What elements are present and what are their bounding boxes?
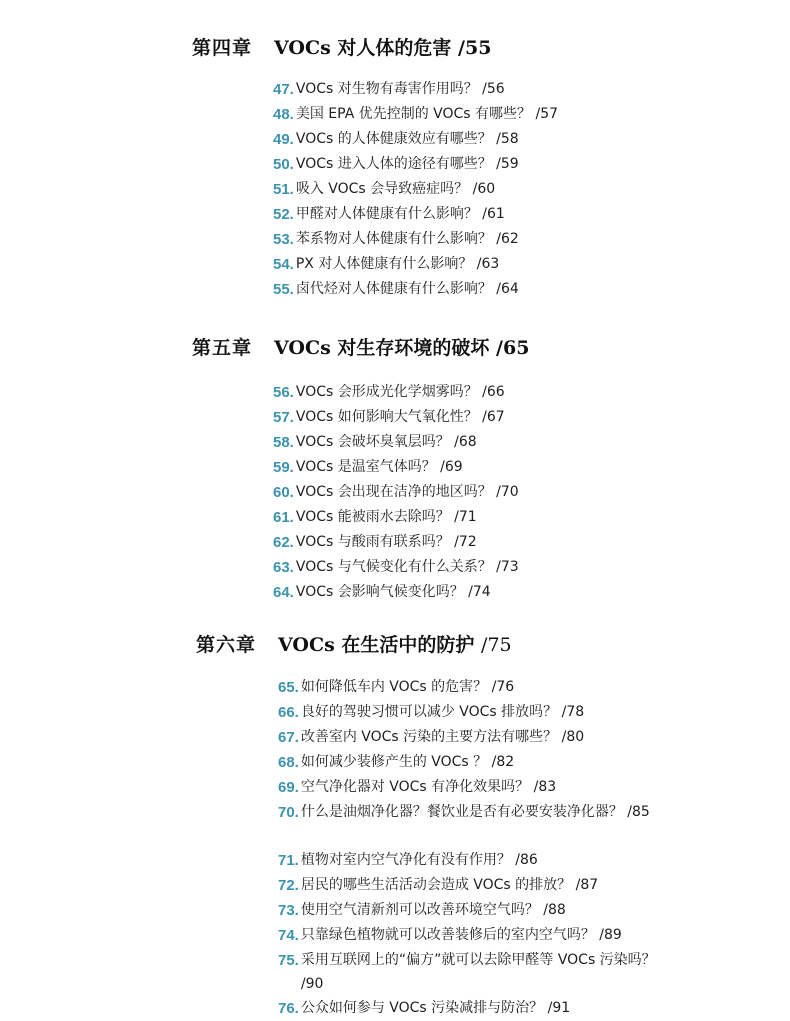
toc-item[interactable] bbox=[278, 750, 673, 775]
toc-item[interactable] bbox=[273, 480, 519, 505]
chapter-number: 第六章 bbox=[196, 634, 257, 656]
item-number: 56. bbox=[273, 384, 294, 401]
item-number: 74. bbox=[278, 927, 299, 944]
toc-item[interactable] bbox=[273, 252, 558, 277]
item-text: VOCs 能被雨水去除吗？ /71 bbox=[295, 509, 477, 525]
item-number: 73. bbox=[278, 902, 299, 919]
toc-item[interactable] bbox=[278, 996, 673, 1021]
toc-item[interactable] bbox=[273, 227, 558, 252]
chapter-page: /75 bbox=[481, 634, 512, 656]
toc-item[interactable] bbox=[273, 152, 558, 177]
toc-item[interactable] bbox=[278, 800, 673, 848]
item-text: 空气净化器对 VOCs 有净化效果吗？ /83 bbox=[300, 779, 557, 795]
item-text: 公众如何参与 VOCs 污染减排与防治？ /91 bbox=[300, 1000, 571, 1016]
toc-item[interactable] bbox=[273, 430, 519, 455]
toc-item[interactable] bbox=[278, 873, 673, 898]
item-text: 改善室内 VOCs 污染的主要方法有哪些？ /80 bbox=[300, 729, 585, 745]
item-number: 67. bbox=[278, 729, 299, 746]
item-text: PX 对人体健康有什么影响？ /63 bbox=[295, 256, 500, 272]
item-text: VOCs 如何影响大气氧化性？ /67 bbox=[295, 409, 505, 425]
toc-item[interactable] bbox=[273, 177, 558, 202]
item-number: 75. bbox=[278, 952, 299, 969]
item-text: VOCs 会破坏臭氧层吗？ /68 bbox=[295, 434, 477, 450]
toc-item[interactable] bbox=[273, 580, 519, 605]
toc-item[interactable] bbox=[278, 700, 673, 725]
item-text: VOCs 的人体健康效应有哪些？ /58 bbox=[295, 131, 519, 147]
item-number: 70. bbox=[278, 804, 299, 821]
item-number: 76. bbox=[278, 1000, 299, 1017]
item-number: 64. bbox=[273, 584, 294, 601]
item-number: 69. bbox=[278, 779, 299, 796]
toc-item[interactable] bbox=[273, 202, 558, 227]
toc-item[interactable] bbox=[273, 530, 519, 555]
item-text: VOCs 是温室气体吗？ /69 bbox=[295, 459, 463, 475]
chapter-page: /55 bbox=[458, 37, 492, 59]
item-text: 采用互联网上的“偏方”就可以去除甲醛等 VOCs 污染吗？ /90 bbox=[300, 952, 656, 992]
item-text: 美国 EPA 优先控制的 VOCs 有哪些？ /57 bbox=[295, 106, 559, 122]
toc-item[interactable] bbox=[278, 948, 673, 996]
toc-item[interactable] bbox=[278, 725, 673, 750]
item-number: 65. bbox=[278, 679, 299, 696]
item-number: 54. bbox=[273, 256, 294, 273]
item-text: 甲醛对人体健康有什么影响？ /61 bbox=[295, 206, 505, 222]
item-text: VOCs 会影响气候变化吗？ /74 bbox=[295, 584, 491, 600]
toc-item[interactable] bbox=[273, 127, 558, 152]
item-number: 52. bbox=[273, 206, 294, 223]
chapter-title: VOCs 对生存环境的破坏 bbox=[274, 337, 490, 359]
chapter-heading-4 bbox=[192, 33, 491, 60]
item-number: 63. bbox=[273, 559, 294, 576]
toc-item[interactable] bbox=[278, 898, 673, 923]
chapter-heading-6 bbox=[196, 630, 512, 657]
chapter-number: 第五章 bbox=[192, 337, 253, 359]
item-number: 71. bbox=[278, 852, 299, 869]
toc-item[interactable] bbox=[273, 277, 558, 302]
item-number: 50. bbox=[273, 156, 294, 173]
item-number: 68. bbox=[278, 754, 299, 771]
toc-item[interactable] bbox=[273, 505, 519, 530]
item-number: 72. bbox=[278, 877, 299, 894]
item-number: 66. bbox=[278, 704, 299, 721]
toc-list-chapter-5 bbox=[273, 380, 519, 605]
item-text: 什么是油烟净化器？餐饮业是否有必要安装净化器？ /85 bbox=[300, 804, 650, 820]
item-text: VOCs 与气候变化有什么关系？ /73 bbox=[295, 559, 519, 575]
item-number: 58. bbox=[273, 434, 294, 451]
item-number: 61. bbox=[273, 509, 294, 526]
item-text: 良好的驾驶习惯可以减少 VOCs 排放吗？ /78 bbox=[300, 704, 585, 720]
toc-item[interactable] bbox=[278, 775, 673, 800]
chapter-heading-5 bbox=[192, 333, 529, 360]
item-number: 53. bbox=[273, 231, 294, 248]
item-number: 60. bbox=[273, 484, 294, 501]
chapter-page: /65 bbox=[496, 337, 530, 359]
item-text: VOCs 会出现在洁净的地区吗？ /70 bbox=[295, 484, 519, 500]
item-number: 49. bbox=[273, 131, 294, 148]
chapter-title: VOCs 对人体的危害 bbox=[274, 37, 452, 59]
toc-item[interactable] bbox=[278, 848, 673, 873]
toc-item[interactable] bbox=[273, 77, 558, 102]
item-text: 卤代烃对人体健康有什么影响？ /64 bbox=[295, 281, 519, 297]
item-number: 48. bbox=[273, 106, 294, 123]
item-number: 47. bbox=[273, 81, 294, 98]
item-text: VOCs 对生物有毒害作用吗？ /56 bbox=[295, 81, 505, 97]
item-text: VOCs 会形成光化学烟雾吗？ /66 bbox=[295, 384, 505, 400]
toc-item[interactable] bbox=[278, 923, 673, 948]
toc-item[interactable] bbox=[273, 455, 519, 480]
item-text: 只靠绿色植物就可以改善装修后的室内空气吗？ /89 bbox=[300, 927, 622, 943]
chapter-title: VOCs 在生活中的防护 bbox=[278, 634, 475, 656]
item-text: VOCs 进入人体的途径有哪些？ /59 bbox=[295, 156, 519, 172]
item-number: 59. bbox=[273, 459, 294, 476]
toc-item[interactable] bbox=[273, 405, 519, 430]
item-text: VOCs 与酸雨有联系吗？ /72 bbox=[295, 534, 477, 550]
item-text: 苯系物对人体健康有什么影响？ /62 bbox=[295, 231, 519, 247]
item-text: 居民的哪些生活活动会造成 VOCs 的排放？ /87 bbox=[300, 877, 599, 893]
item-text: 如何降低车内 VOCs 的危害？ /76 bbox=[300, 679, 515, 695]
toc-item[interactable] bbox=[278, 675, 673, 700]
item-text: 如何减少装修产生的 VOCs ？ /82 bbox=[300, 754, 515, 770]
item-number: 51. bbox=[273, 181, 294, 198]
item-number: 57. bbox=[273, 409, 294, 426]
toc-item[interactable] bbox=[273, 555, 519, 580]
item-text: 植物对室内空气净化有没有作用？ /86 bbox=[300, 852, 538, 868]
item-number: 62. bbox=[273, 534, 294, 551]
toc-list-chapter-6 bbox=[278, 675, 673, 1021]
toc-item[interactable] bbox=[273, 102, 558, 127]
item-text: 使用空气清新剂可以改善环境空气吗？ /88 bbox=[300, 902, 566, 918]
item-number: 55. bbox=[273, 281, 294, 298]
toc-list-chapter-4 bbox=[273, 77, 558, 302]
toc-item[interactable] bbox=[273, 380, 519, 405]
item-text: 吸入 VOCs 会导致癌症吗？ /60 bbox=[295, 181, 496, 197]
chapter-number: 第四章 bbox=[192, 37, 253, 59]
